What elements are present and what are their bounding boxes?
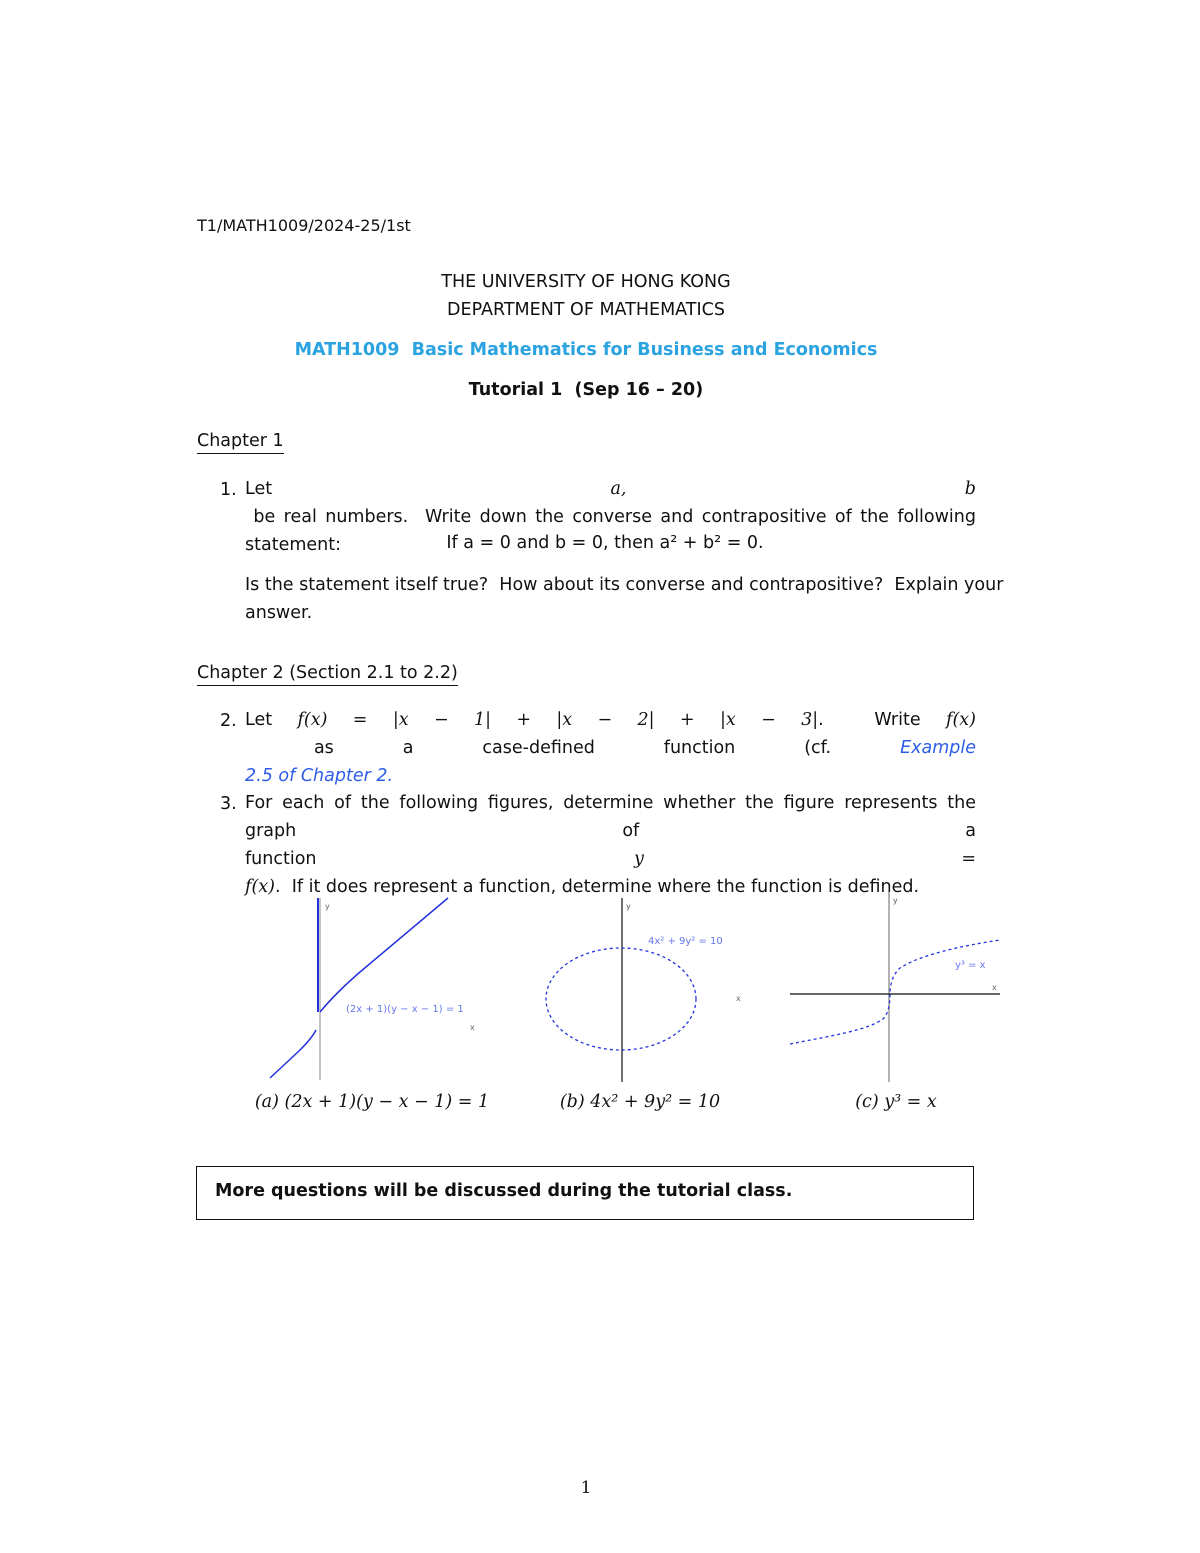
example-link-part2[interactable]: 2.5 of Chapter 2: [245, 766, 388, 786]
figure-c-curve: [790, 940, 1000, 1044]
figure-a-caption: (a) (2x + 1)(y − x − 1) = 1: [254, 1092, 490, 1112]
q3-line1: For each of the following figures, determine whether the figure represents the graph of a: [245, 793, 976, 841]
figure-b-curve-label: 4x² + 9y² = 10: [648, 936, 723, 947]
q1-line1: Let a, b be real numbers. Write down the converse and contrapositive of the following: [245, 479, 976, 527]
figure-b-caption: (b) 4x² + 9y² = 10: [559, 1092, 721, 1112]
q1-display-statement: If a = 0 and b = 0, then a² + b² = 0.: [446, 533, 764, 553]
university-name: THE UNIVERSITY OF HONG KONG: [441, 272, 731, 292]
note-text: More questions will be discussed during the tutorial class.: [215, 1181, 793, 1201]
figure-a: [270, 898, 475, 1080]
figure-b-y-label: y: [626, 902, 631, 911]
course-title: MATH1009 Basic Mathematics for Business and Economics: [294, 340, 878, 360]
q1-line4: answer.: [245, 603, 313, 623]
figure-b-x-label: x: [736, 994, 741, 1003]
figure-a-curve-label: (2x + 1)(y − x − 1) = 1: [346, 1004, 464, 1015]
figure-a-lower-branch: [270, 1030, 316, 1078]
figure-c-y-label: y: [893, 896, 898, 905]
q2-line2: 2.5 of Chapter 2.: [245, 766, 394, 786]
q1-number: 1.: [220, 480, 237, 500]
q1-line3: Is the statement itself true? How about its converse and contrapositive? Explain your: [245, 575, 1004, 595]
figure-c: [790, 892, 1000, 1082]
figure-c-caption: (c) y³ = x: [855, 1092, 937, 1112]
figure-a-upper-branch: [320, 898, 448, 1012]
q3-number: 3.: [220, 794, 237, 814]
department-name: DEPARTMENT OF MATHEMATICS: [447, 300, 725, 320]
q2-line1: Let f(x) = |x − 1| + |x − 2| + |x − 3|. Write f(x) as a case-defined function (cf. Example: [245, 710, 976, 758]
q3-line2: function y = f(x). If it does represent a function, determine where the function is defined.: [245, 849, 976, 897]
example-link-part1[interactable]: Example: [900, 738, 976, 758]
tutorial-title: Tutorial 1 (Sep 16 – 20): [468, 380, 704, 400]
note-box: [196, 1166, 974, 1220]
figure-b: [546, 898, 741, 1082]
figure-c-curve-label: y³ = x: [955, 960, 986, 971]
q2-number: 2.: [220, 711, 237, 731]
figure-b-ellipse: [546, 948, 696, 1050]
q1-line2: statement:: [245, 535, 341, 555]
document-code: T1/MATH1009/2024-25/1st: [197, 216, 411, 235]
chapter1-heading: Chapter 1: [197, 430, 284, 454]
figure-a-y-label: y: [325, 902, 330, 911]
chapter2-heading: Chapter 2 (Section 2.1 to 2.2): [197, 662, 458, 686]
figure-a-x-label: x: [470, 1023, 475, 1032]
figure-c-x-label: x: [992, 983, 997, 992]
page-number: 1: [580, 1478, 592, 1498]
